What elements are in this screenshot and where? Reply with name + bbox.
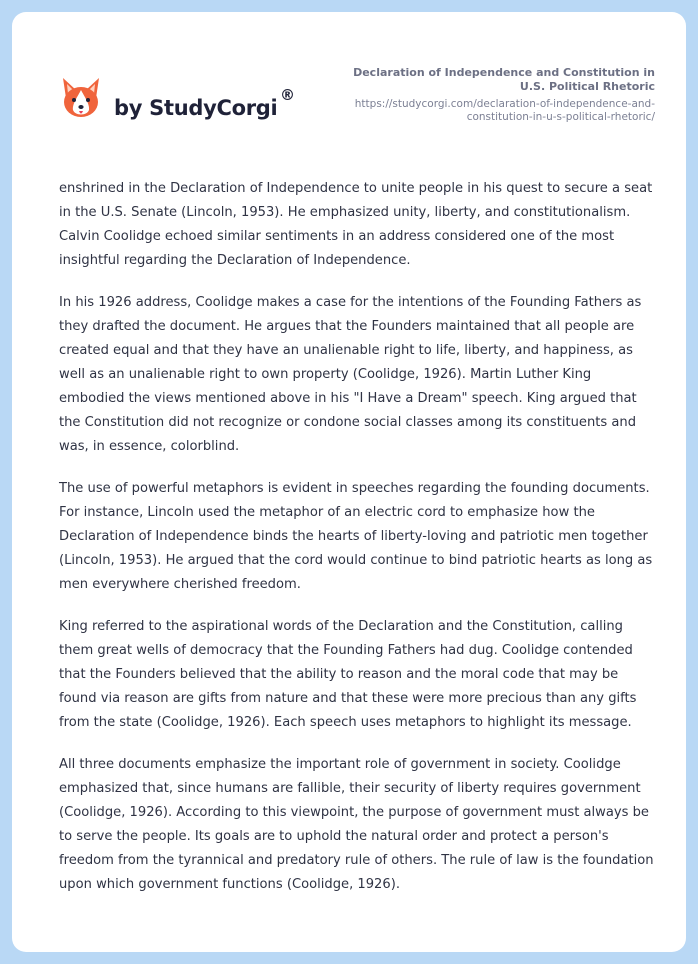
registered-mark: ® — [280, 86, 295, 104]
document-meta — [325, 66, 655, 124]
document-title: Declaration of Independence and Constitution in U.S. Political Rhetoric — [353, 66, 655, 93]
paragraph: In his 1926 address, Coolidge makes a case for the intentions of the Founding Fathers as they drafted the document. He argues that the Founders maintained that all people are created equal and that they have an unalienable right to life, liberty, and happiness, as well as an unalienable right to own property (Coolidge, 1926). Martin Luther King embodied the views mentioned above in his "I Have a Dream" speech. King argued that the Constitution did not recognize or condone social classes among its constituents and was, in essence, colorblind. — [59, 295, 642, 454]
corgi-icon — [60, 76, 102, 122]
paragraph: All three documents emphasize the important role of government in society. Coolidge emphasized that, since humans are fallible, their security of liberty requires government (Coolidge, 1926). According to this viewpoint, the purpose of government must always be to serve the people. Its goals are to uphold the natural order and protect a person's freedom from the tyrannical and predatory rule of others. The rule of law is the foundation upon which government functions (Coolidge, 1926). — [59, 757, 654, 892]
studycorgi-logo[interactable] — [60, 76, 310, 126]
document-page — [12, 12, 686, 952]
document-url[interactable]: https://studycorgi.com/declaration-of-independence-and-constitution-in-u-s-political-rhetoric/ — [354, 98, 655, 123]
paragraph: enshrined in the Declaration of Independence to unite people in his quest to secure a seat in the U.S. Senate (Lincoln, 1953). He emphasized unity, liberty, and constitutionalism. Calvin Coolidge echoed similar sentiments in an address considered one of the most insightful regarding the Declaration of Independence. — [59, 181, 653, 268]
paragraph: King referred to the aspirational words of the Declaration and the Constitution, calling them great wells of democracy that the Founding Fathers had dug. Coolidge contended that the Founders believed that the ability to reason and the moral code that may be found via reason are gifts from nature and that these were more precious than any gifts from the state (Coolidge, 1926). Each speech uses metaphors to highlight its message. — [59, 619, 637, 730]
brand-name: by StudyCorgi — [114, 96, 278, 120]
paragraph: The use of powerful metaphors is evident in speeches regarding the founding documents. For instance, Lincoln used the metaphor of an electric cord to emphasize how the Declaration of Independence binds the hearts of liberty-loving and patriotic men together (Lincoln, 1953). He argued that the cord would continue to bind patriotic hearts as long as men everywhere cherished freedom. — [59, 481, 653, 592]
document-body — [59, 177, 659, 915]
page-header — [12, 12, 686, 162]
